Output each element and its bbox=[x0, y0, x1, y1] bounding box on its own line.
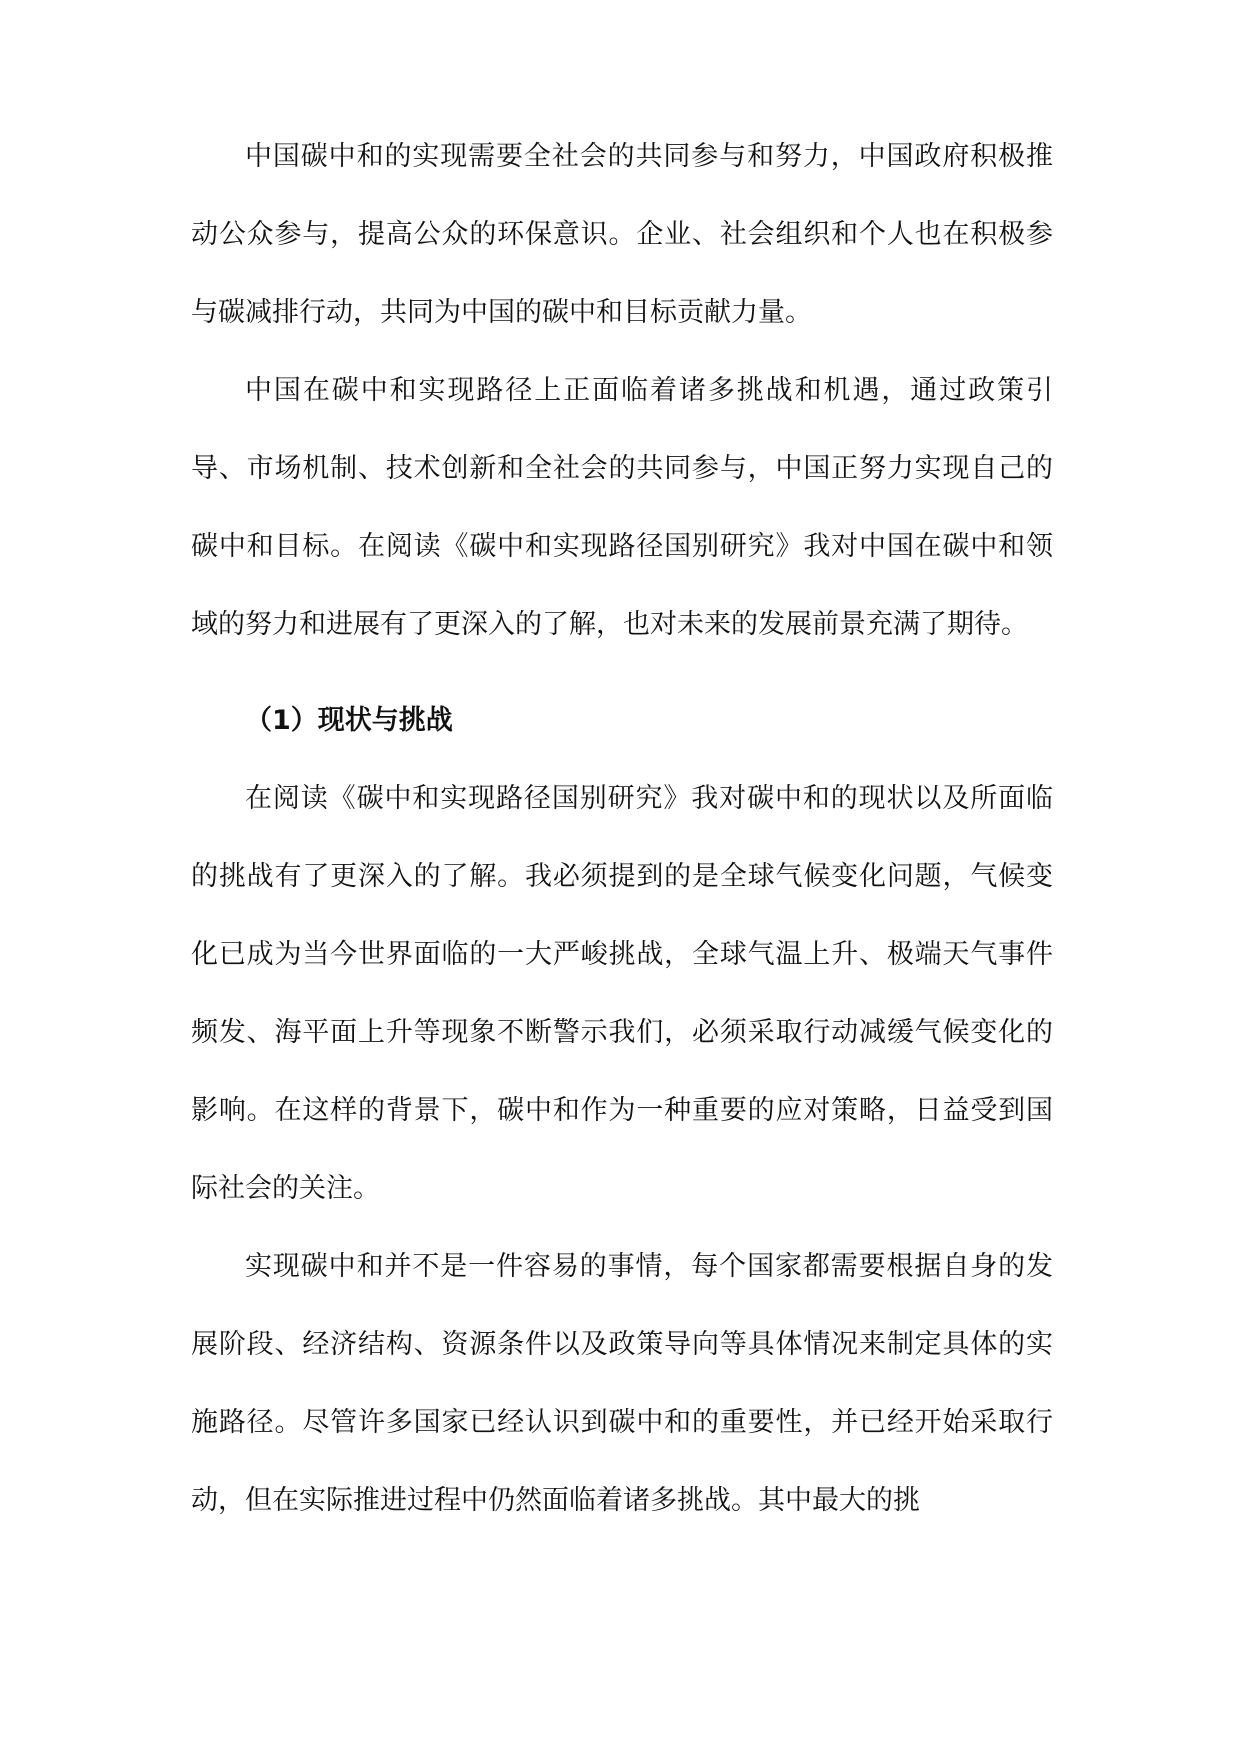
paragraph-challenges-opportunities: 中国在碳中和实现路径上正面临着诸多挑战和机遇，通过政策引导、市场机制、技术创新和全社会的共同参与，中国正努力实现自己的碳中和目标。在阅读《碳中和实现路径国别研究》我对中国在碳中和领域的努力和进展有了更深入的了解，也对未来的发展前景充满了期待。 bbox=[191, 375, 1053, 640]
section-a bbox=[191, 118, 1053, 664]
paragraph-current-status: 在阅读《碳中和实现路径国别研究》我对碳中和的现状以及所面临的挑战有了更深入的了解。我必须提到的是全球气候变化问题，气候变化已成为当今世界面临的一大严峻挑战，全球气温上升、极端天气事件频发、海平面上升等现象不断警示我们，必须采取行动减缓气候变化的影响。在这样的背景下，碳中和作为一种重要的应对策略，日益受到国际社会的关注。 bbox=[191, 783, 1053, 1204]
paragraph-implementation-path: 实现碳中和并不是一件容易的事情，每个国家都需要根据自身的发展阶段、经济结构、资源条件以及政策导向等具体情况来制定具体的实施路径。尽管许多国家已经认识到碳中和的重要性，并已经开始采取行动，但在实际推进过程中仍然面临着诸多挑战。其中最大的挑 bbox=[191, 1251, 1053, 1516]
paragraph-public-participation: 中国碳中和的实现需要全社会的共同参与和努力，中国政府积极推动公众参与，提高公众的环保意识。企业、社会组织和个人也在积极参与碳减排行动，共同为中国的碳中和目标贡献力量。 bbox=[191, 141, 1053, 328]
section-b bbox=[191, 760, 1053, 1540]
section-heading: （1）现状与挑战 bbox=[245, 705, 453, 736]
